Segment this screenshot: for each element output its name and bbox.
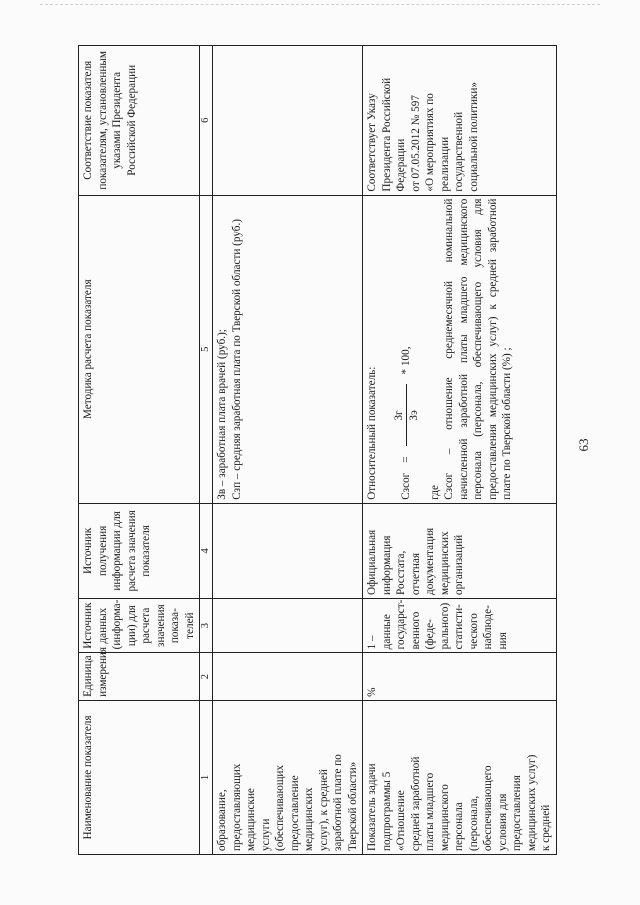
header-source-data: Источник данных (информа-ции) для расчета значения показа-телей [79, 598, 200, 652]
text-line: ческого [467, 613, 480, 650]
text-line: услуг), к средней [317, 769, 330, 851]
header-source-info: Источник получения информации для расчета значения показателя [79, 503, 200, 598]
text-line: наблюде- [482, 605, 494, 650]
formula-fraction [392, 384, 422, 446]
rotated-table-wrapper [78, 45, 552, 855]
indicator-name-cell [363, 700, 557, 854]
text-line: Федерации [395, 138, 407, 192]
text-line: Показатель задачи [366, 763, 378, 851]
text-line: Соответствует Указу [366, 93, 378, 192]
text-line: ния [496, 632, 509, 650]
source-data-cell [363, 598, 557, 652]
text-line: заработной плате по [332, 754, 344, 851]
document-sheet [78, 45, 552, 855]
header-compliance: Соответствие показателя показателям, установленным указами Президента Российской Федерации [79, 46, 200, 196]
text-line: (феде- [424, 619, 436, 650]
column-number: 4 [200, 503, 213, 598]
text-line: социальной политики» [467, 82, 480, 192]
source-data-cell [213, 598, 363, 652]
text-line: условия для [496, 793, 509, 851]
formula-times: * 100, [400, 346, 413, 375]
formula-where: где [428, 485, 441, 500]
source-info-cell [363, 503, 557, 598]
indicator-name-cell [213, 700, 363, 854]
text-line: предоставления [511, 775, 523, 851]
unit-cell [213, 653, 363, 701]
text-line: подпрограммы 5 [380, 771, 393, 851]
column-number: 1 [200, 700, 213, 854]
text-line: медицинских услуг) [525, 754, 538, 851]
page-number: 63 [576, 438, 591, 452]
text-line: средней заработной [409, 756, 422, 851]
formula-denominator: Зэ [408, 410, 420, 421]
text-line: персонала [453, 802, 465, 851]
source-info-cell [213, 503, 363, 598]
header-row [79, 46, 200, 855]
method-cell [213, 195, 363, 503]
text-line: реализации [438, 136, 451, 192]
text-line: медицинские [245, 788, 257, 851]
text-line: статисти- [453, 604, 465, 650]
text-line: (обеспечивающих [274, 764, 286, 851]
column-number: 5 [200, 195, 213, 503]
text-line: венного [409, 611, 422, 650]
compliance-cell [363, 46, 557, 196]
text-line: предоставляющих [230, 763, 243, 851]
text-line: Росстата, [395, 550, 407, 595]
text-line: Тверской области» [346, 761, 359, 851]
text-line: предоставление [288, 775, 301, 851]
header-name: Наименование показателя [79, 700, 200, 854]
text-line: 1 – данные [366, 614, 393, 650]
text-line: «О мероприятиях по [424, 93, 436, 192]
text-line: медицинских [303, 787, 315, 851]
text-line: Сзп – средняя заработная плата по Тверской области (руб.) [230, 219, 243, 500]
column-number: 3 [200, 598, 213, 652]
text-line: медицинских [438, 531, 451, 595]
scan-edge [40, 4, 600, 7]
indicator-table [78, 45, 557, 855]
table-row [213, 46, 363, 855]
text-line: «Отношение [395, 790, 407, 851]
text-line: Зв – заработная плата врачей (руб.); [216, 329, 228, 500]
column-number-row [200, 46, 213, 855]
text-line: рального) [438, 602, 451, 650]
text-line: от 07.05.2012 № 597 [409, 95, 422, 192]
text-line: медицинского [438, 784, 451, 851]
method-description: Сзсог – отношение среднемесячной номинальной начисленной заработной платы младшего медицинского персонала (персонала, обеспечивающего условия для предоставления медицинских услуг) к средней заработной плате по Тверской области (%) ; [443, 198, 513, 500]
header-method: Методика расчета показателя [79, 195, 200, 503]
text-line: документация [424, 527, 436, 595]
text-line: Официальная [366, 529, 378, 595]
text-line: (персонала, [467, 795, 480, 851]
text-line: государственной [453, 111, 465, 192]
column-number: 2 [200, 653, 213, 701]
text-line: организаций [453, 534, 465, 595]
text-line: обеспечивающего [482, 765, 494, 851]
text-line: Президента Российской [380, 77, 393, 192]
text-line: государст- [395, 599, 407, 650]
column-number: 6 [200, 46, 213, 196]
text-line: платы младшего [424, 772, 436, 851]
header-unit: Единица измерения [79, 653, 200, 701]
unit-cell: % [363, 653, 557, 701]
method-cell [363, 195, 557, 503]
formula-numerator: Зг [392, 410, 405, 421]
text-line: образование, [216, 789, 228, 851]
table-row [363, 46, 557, 855]
formula [392, 199, 422, 500]
formula-equals: = [400, 456, 413, 463]
text-line: отчетная [409, 553, 422, 595]
compliance-cell [213, 46, 363, 196]
method-intro: Относительный показатель: [366, 366, 378, 500]
formula-lhs: Сзсог [400, 472, 413, 500]
text-line: к средней [540, 804, 552, 851]
text-line: услуги [259, 818, 272, 851]
text-line: информация [380, 535, 393, 595]
